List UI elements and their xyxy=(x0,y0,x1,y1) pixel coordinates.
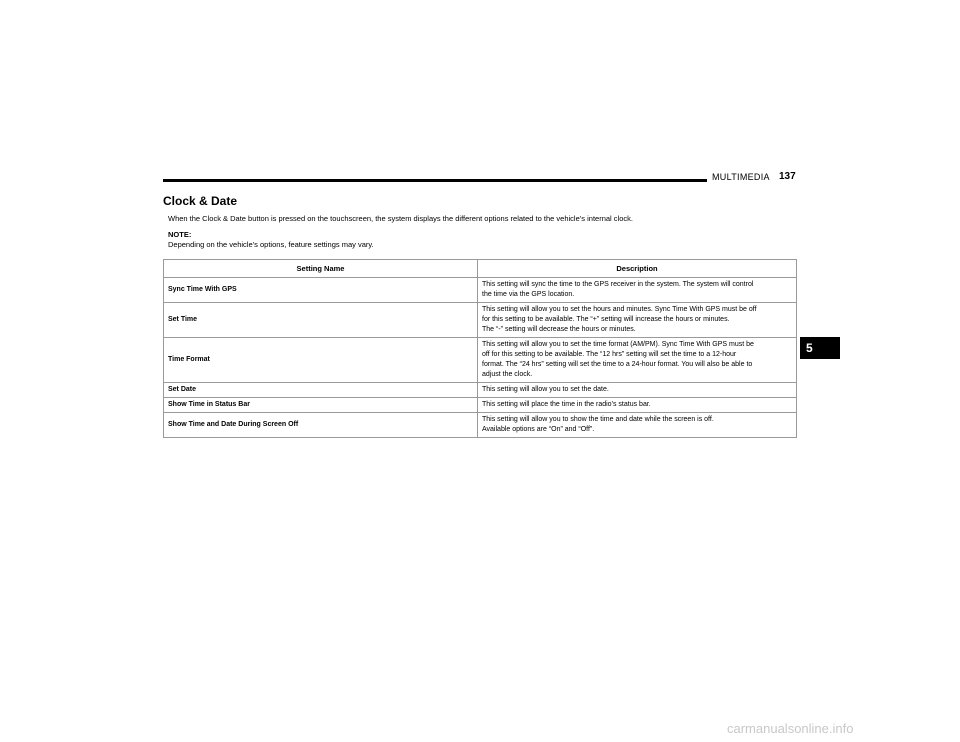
description-line: This setting will allow you to set the date. xyxy=(482,386,609,393)
chapter-tab: 5 xyxy=(800,337,840,359)
setting-description xyxy=(478,278,797,303)
description-line: for this setting to be available. The “+” setting will increase the hours or minutes. xyxy=(482,316,730,323)
note-text: Depending on the vehicle’s options, feature settings may vary. xyxy=(168,240,374,249)
setting-name: Set Date xyxy=(164,383,478,398)
description-line: This setting will allow you to show the time and date while the screen is off. xyxy=(482,416,714,423)
setting-name: Sync Time With GPS xyxy=(164,278,478,303)
watermark: carmanualsonline.info xyxy=(727,721,854,736)
description-line: Available options are “On” and “Off”. xyxy=(482,426,595,433)
note-label: NOTE: xyxy=(168,230,192,239)
setting-description xyxy=(478,338,797,383)
description-line: The “-” setting will decrease the hours or minutes. xyxy=(482,326,636,333)
column-header-setting-name: Setting Name xyxy=(164,260,478,278)
description-line: This setting will sync the time to the GPS receiver in the system. The system will control xyxy=(482,281,754,288)
header-rule xyxy=(163,179,707,182)
table-row xyxy=(164,413,797,438)
table-row xyxy=(164,338,797,383)
description-line: the time via the GPS location. xyxy=(482,291,575,298)
setting-description xyxy=(478,413,797,438)
intro-paragraph: When the Clock & Date button is pressed on the touchscreen, the system displays the different options related to the vehicle’s internal clock. xyxy=(168,214,633,223)
setting-description xyxy=(478,383,797,398)
column-header-description: Description xyxy=(478,260,797,278)
page-number: 137 xyxy=(779,171,796,182)
setting-description xyxy=(478,398,797,413)
description-line: adjust the clock. xyxy=(482,371,533,378)
table-row xyxy=(164,398,797,413)
setting-name: Set Time xyxy=(164,303,478,338)
description-line: This setting will allow you to set the hours and minutes. Sync Time With GPS must be off xyxy=(482,306,757,313)
description-line: This setting will place the time in the radio’s status bar. xyxy=(482,401,651,408)
setting-name: Time Format xyxy=(164,338,478,383)
settings-table xyxy=(163,259,797,438)
description-line: off for this setting to be available. The “12 hrs” setting will set the time to a 12-hour xyxy=(482,351,737,358)
description-line: This setting will allow you to set the time format (AM/PM). Sync Time With GPS must be xyxy=(482,341,754,348)
table-row xyxy=(164,303,797,338)
header-section-title: MULTIMEDIA xyxy=(712,172,770,182)
table-row xyxy=(164,383,797,398)
table-header-row xyxy=(164,260,797,278)
section-title: Clock & Date xyxy=(163,194,238,208)
setting-name: Show Time and Date During Screen Off xyxy=(164,413,478,438)
description-line: format. The “24 hrs” setting will set the time to a 24-hour format. You will also be able to xyxy=(482,361,753,368)
table-row xyxy=(164,278,797,303)
setting-description xyxy=(478,303,797,338)
setting-name: Show Time in Status Bar xyxy=(164,398,478,413)
